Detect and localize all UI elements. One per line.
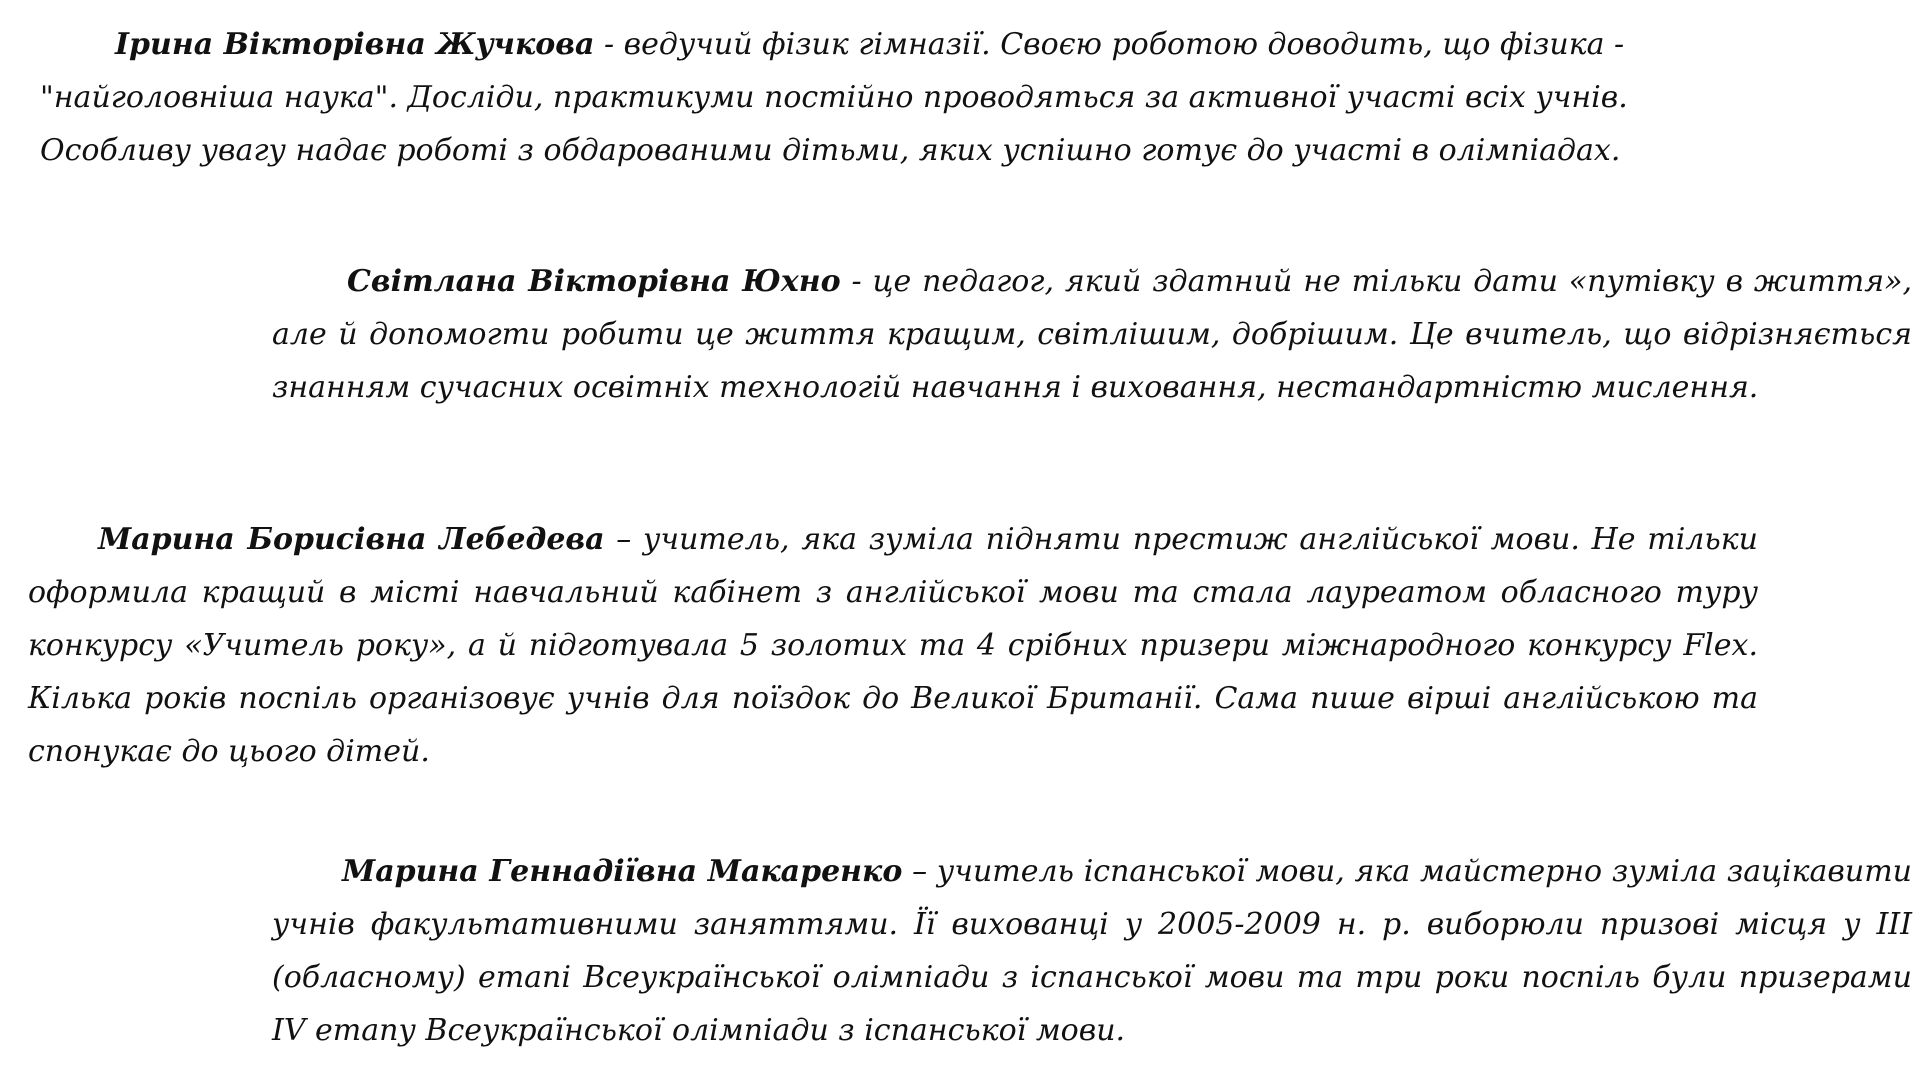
teacher-bio-lebedeva	[28, 513, 1758, 778]
teacher-bio-zhuchkova	[40, 18, 1785, 177]
teacher-description: – учитель, яка зуміла підняти престиж англійської мови. Не тільки оформила кращий в місті навчальний кабінет з англійської мови та стала лауреатом обласного туру конкурсу «Учитель року», а й підготувала 5 золотих та 4 срібних призери міжнародного конкурсу Flex. Кілька років поспіль організовує учнів для поїздок до Великої Британії. Сама пише вірші англійською та спонукає до цього дітей.	[28, 522, 1758, 769]
teacher-name: Світлана Вікторівна Юхно	[347, 264, 841, 299]
teacher-bio-yukhno	[272, 255, 1912, 414]
teacher-bio-makarenko	[272, 845, 1912, 1057]
teacher-name: Ірина Вікторівна Жучкова	[115, 27, 595, 62]
teacher-description: - це педагог, який здатний не тільки дати «путівку в життя», але й допомогти робити це життя кращим, світлішим, добрішим. Це вчитель, що відрізняється знанням сучасних освітніх технологій навчання і виховання, нестандартністю мислення.	[272, 264, 1912, 405]
teacher-description: – учитель іспанської мови, яка майстерно зуміла зацікавити учнів факультативними заняттями. Її вихованці у 2005-2009 н. р. виборюли призові місця у ІІІ (обласному) етапі Всеукраїнської олімпіади з іспанської мови та три роки поспіль були призерами IV етапу Всеукраїнської олімпіади з іспанської мови.	[272, 854, 1912, 1048]
teacher-description: - ведучий фізик гімназії. Своєю роботою доводить, що фізика - "найголовніша наука". Досліди, практикуми постійно проводяться за активної участі всіх учнів. Особливу увагу надає роботі з обдарованими дітьми, яких успішно готує до участі в олімпіадах.	[40, 27, 1628, 168]
teacher-name: Марина Геннадіївна Макаренко	[342, 854, 903, 889]
teacher-name: Марина Борисівна Лебедева	[98, 522, 605, 557]
